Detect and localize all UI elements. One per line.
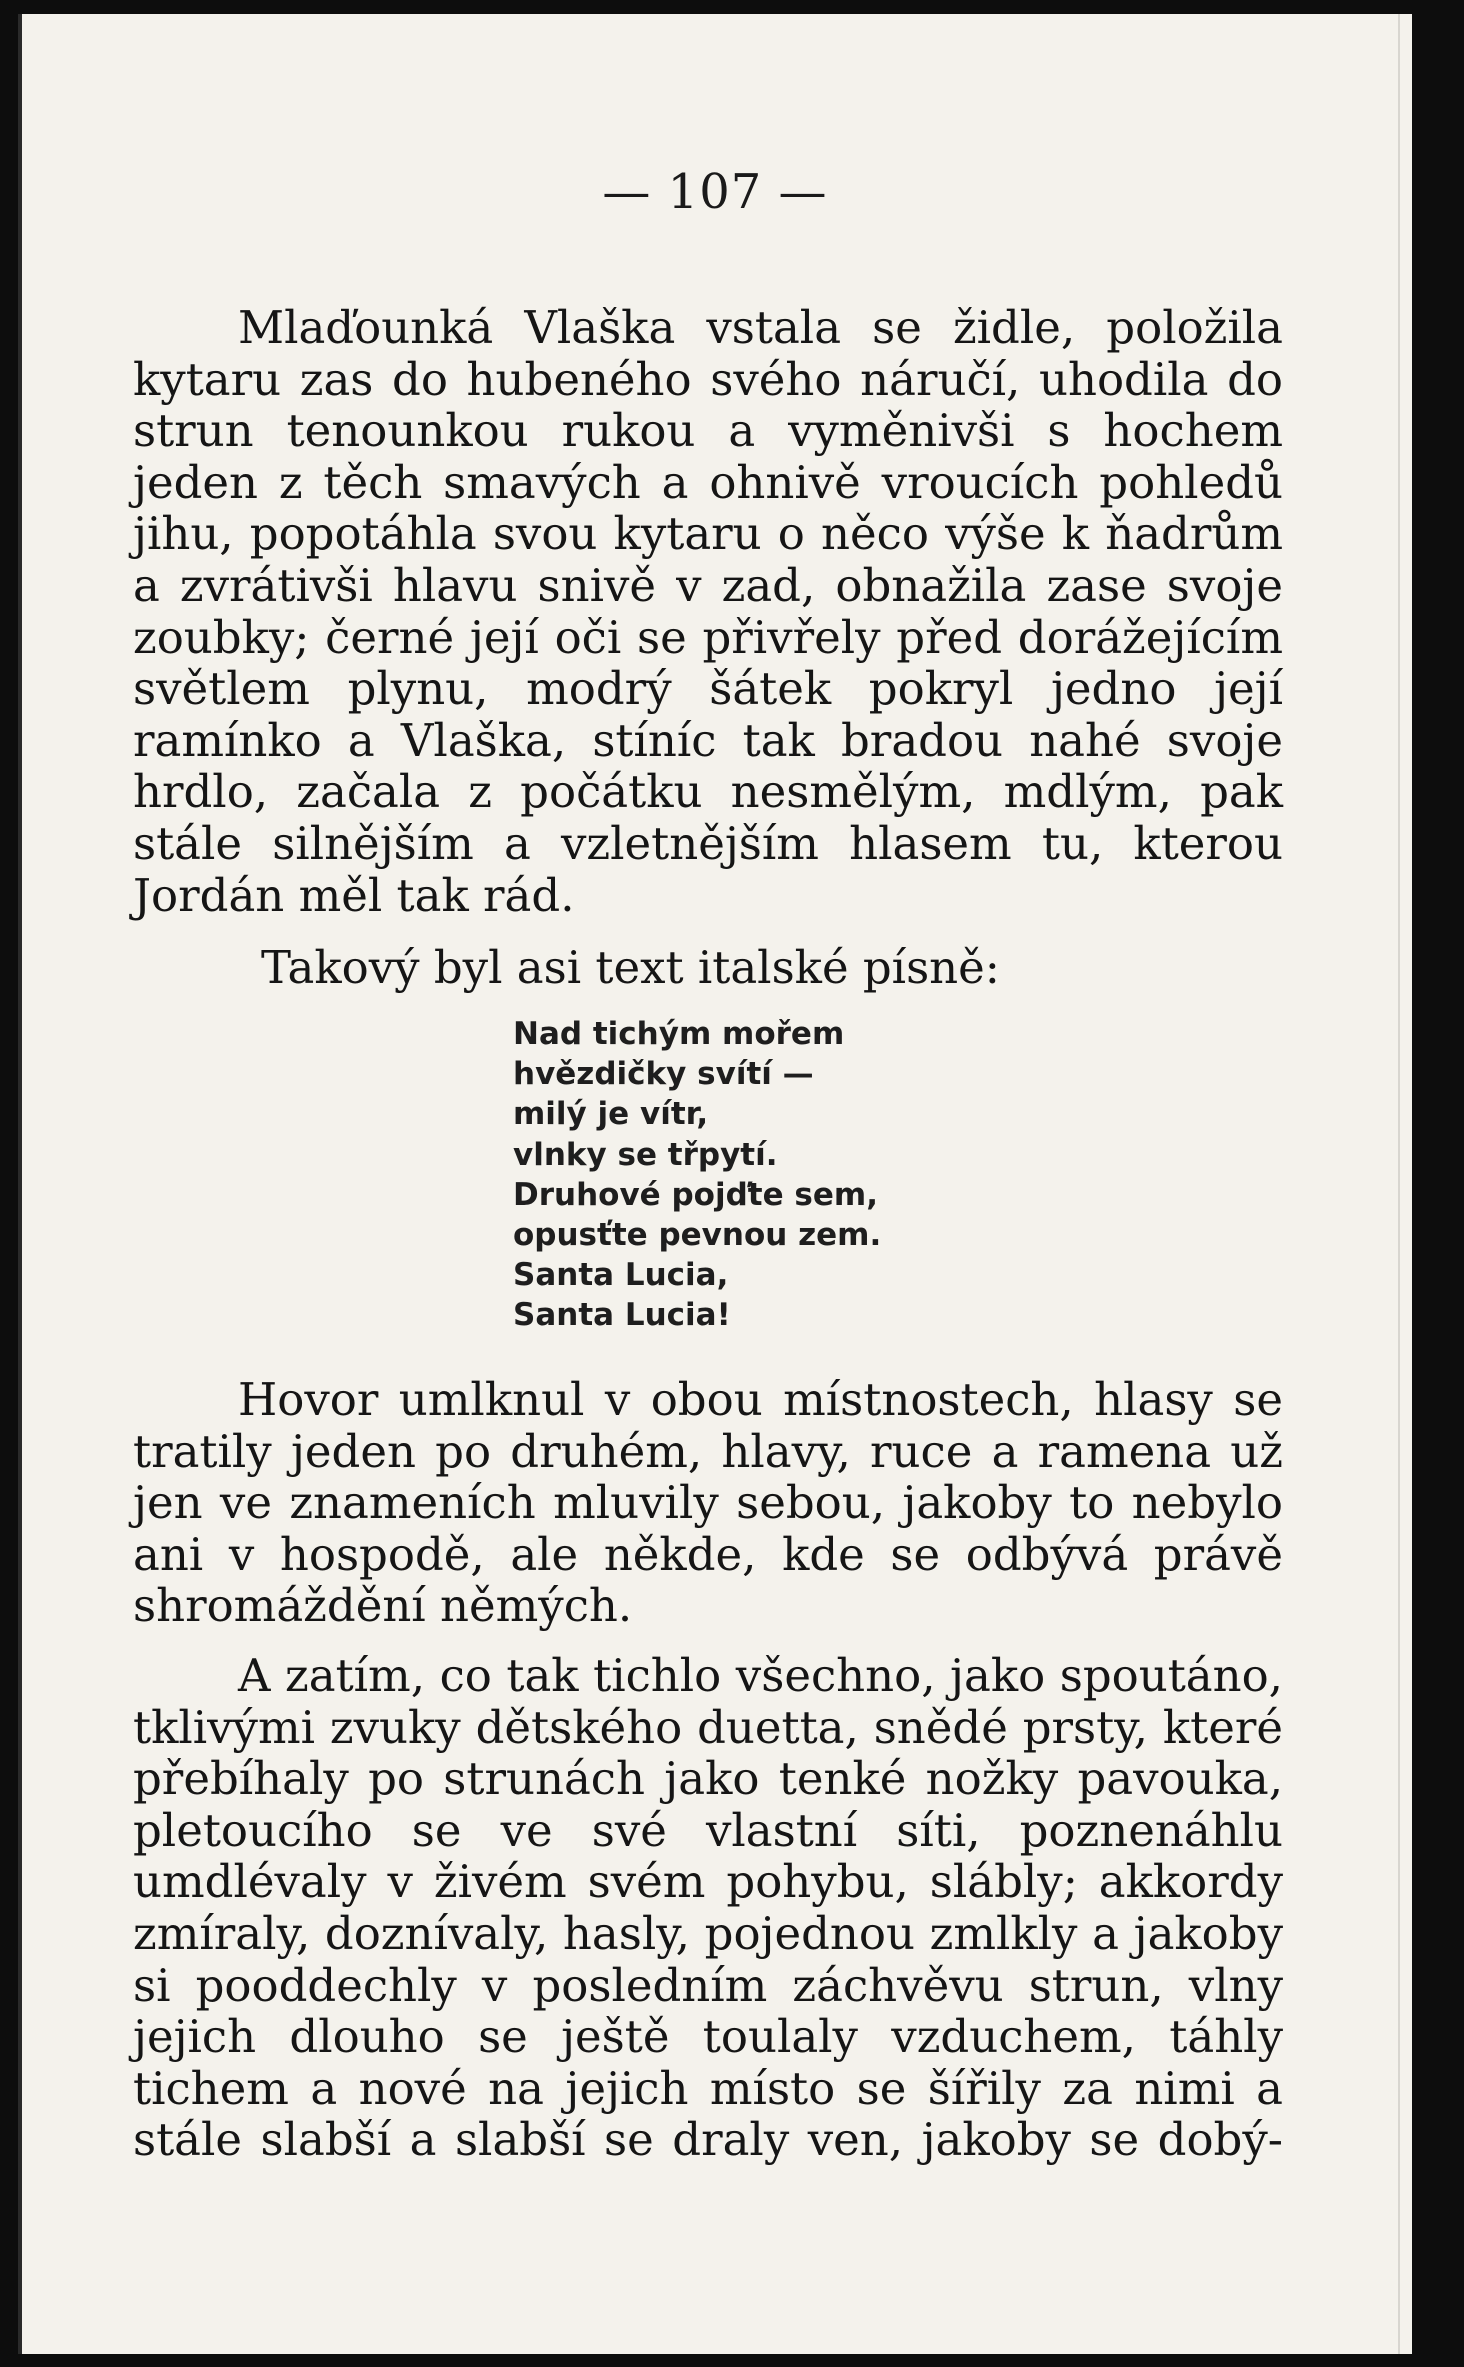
song-lyrics	[513, 1014, 881, 1336]
paragraph-1: Mlaďounká Vlaška vstala se židle, položila kytaru zas do hubeného svého náručí, uhodila do strun tenounkou rukou a vyměnivši s hochem jeden z těch smavých a ohnivě vroucích pohledů jihu, popotáhla svou kytaru o něco výše k ňadrům a zvrátivši hlavu snivě v zad, obnažila zase svoje zoubky; černé její oči se přivřely před dorážejícím světlem plynu, modrý šátek pokryl jedno její ramínko a Vlaška, stíníc tak bradou nahé svoje hrdlo, začala z počátku nesmělým, mdlým, pak stále silnějším a vzletnějším hlasem tu, kterou Jordán měl tak rád.	[133, 301, 1283, 922]
book-page	[18, 14, 1412, 2354]
page-number: — 107 —	[602, 164, 828, 220]
song-line: Santa Lucia!	[513, 1297, 731, 1334]
scan-edge	[1398, 14, 1400, 2354]
song-line: milý je vítr,	[513, 1096, 709, 1133]
paragraph-3: A zatím, co tak tichlo všechno, jako spoutáno, tklivými zvuky dětského duetta, snědé prsty, které přebíhaly po strunách jako tenké nožky pavouka, pletoucího se ve své vlastní síti, poznenáhlu umdlévaly v živém svém pohybu, slábly; akkordy zmíraly, doznívaly, hasly, pojednou zmlkly a jakoby si pooddechly v posledním záchvěvu strun, vlny jejich dlouho se ještě toulaly vzduchem, táhly tichem a nové na jejich místo se šířily za nimi a stále slabší a slabší se draly ven, jakoby se dobý-	[133, 1649, 1283, 2167]
song-intro: Takový byl asi text italské písně:	[261, 941, 1000, 994]
song-line: hvězdičky svítí —	[513, 1056, 814, 1093]
song-line: vlnky se třpytí.	[513, 1136, 778, 1173]
paragraph-3-block	[133, 1650, 1283, 2166]
song-line: opusťte pevnou zem.	[513, 1217, 882, 1254]
paragraph-2-block	[133, 1374, 1283, 1632]
paragraph-2: Hovor umlknul v obou místnostech, hlasy se tratily jeden po druhém, hlavy, ruce a ramena už jen ve znameních mluvily sebou, jakoby to nebylo ani v hospodě, ale někde, kde se odbývá právě shromáždění němých.	[133, 1373, 1283, 1633]
song-line: Santa Lucia,	[513, 1257, 729, 1294]
paragraph-1-block	[133, 302, 1283, 921]
song-line: Nad tichým mořem	[513, 1016, 845, 1052]
song-line: Druhové pojďte sem,	[513, 1176, 878, 1213]
